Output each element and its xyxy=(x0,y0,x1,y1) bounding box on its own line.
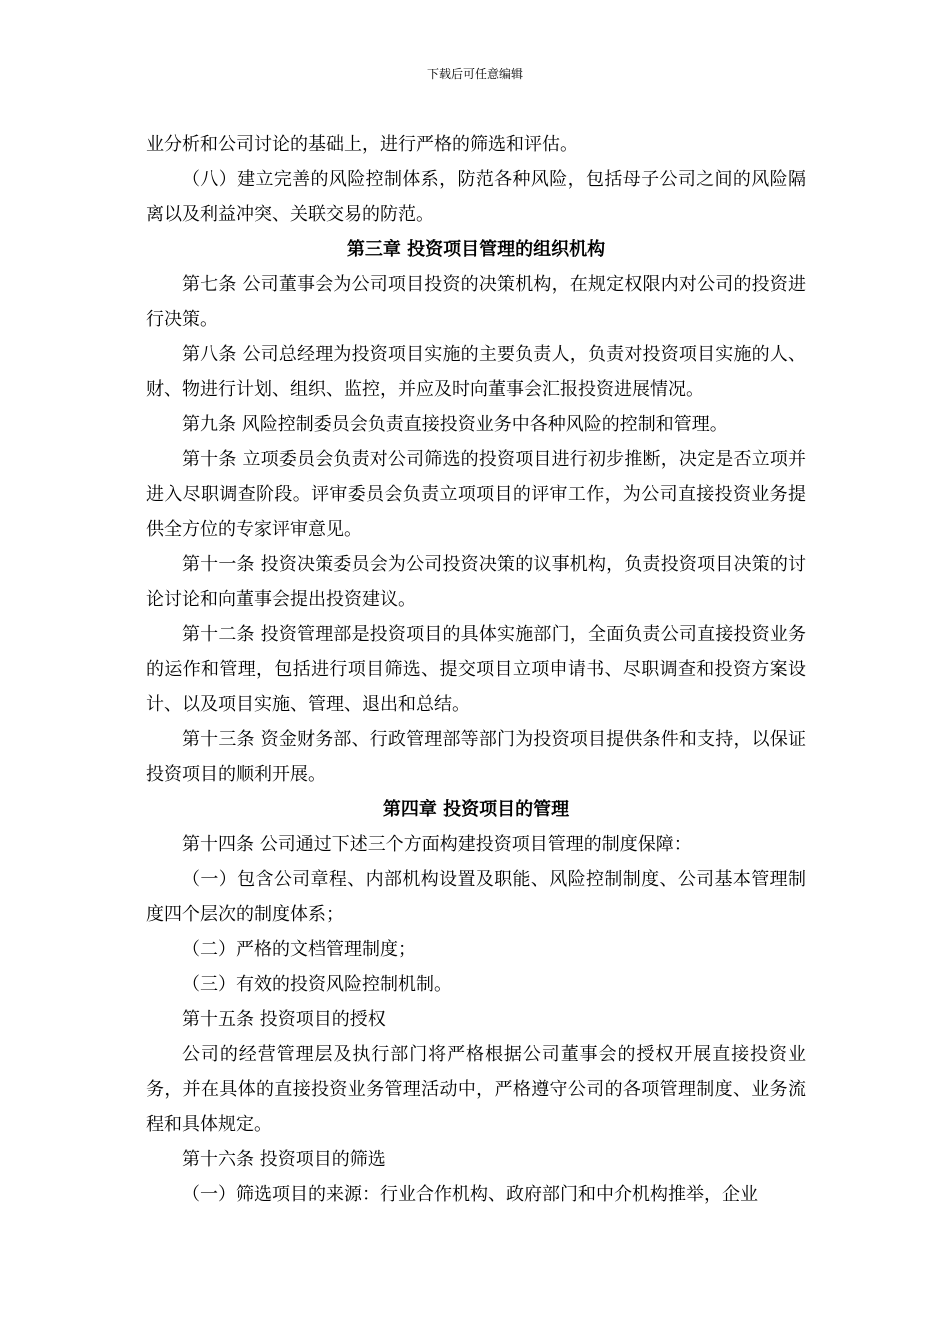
paragraph: 公司的经营管理层及执行部门将严格根据公司董事会的授权开展直接投资业务，并在具体的直接投资业务管理活动中，严格遵守公司的各项管理制度、业务流程和具体规定。 xyxy=(146,1044,806,1135)
article-12: 第十二条 投资管理部是投资项目的具体实施部门，全面负责公司直接投资业务的运作和管理，包括进行项目筛选、提交项目立项申请书、尽职调查和投资方案设计、以及项目实施、管理、退出和总结。 xyxy=(146,624,806,715)
article-11: 第十一条 投资决策委员会为公司投资决策的议事机构，负责投资项目决策的讨论讨论和向董事会提出投资建议。 xyxy=(146,554,806,610)
article-9: 第九条 风险控制委员会负责直接投资业务中各种风险的控制和管理。 xyxy=(182,414,728,435)
list-item: （一）筛选项目的来源：行业合作机构、政府部门和中介机构推举，企业 xyxy=(182,1184,758,1205)
article-14: 第十四条 公司通过下述三个方面构建投资项目管理的制度保障： xyxy=(182,834,692,855)
page-header: 下载后可任意编辑 xyxy=(426,67,523,81)
chapter-heading: 第三章 投资项目管理的组织机构 xyxy=(346,239,606,260)
article-15: 第十五条 投资项目的授权 xyxy=(182,1009,386,1030)
article-13: 第十三条 资金财务部、行政管理部等部门为投资项目提供条件和支持，以保证投资项目的顺利开展。 xyxy=(146,729,806,785)
paragraph: （八）建立完善的风险控制体系，防范各种风险，包括母子公司之间的风险隔离以及利益冲突、关联交易的防范。 xyxy=(146,169,806,225)
document-body xyxy=(146,127,806,1212)
list-item: （二）严格的文档管理制度； xyxy=(182,939,416,960)
article-10: 第十条 立项委员会负责对公司筛选的投资项目进行初步推断，决定是否立项并进入尽职调查阶段。评审委员会负责立项项目的评审工作，为公司直接投资业务提供全方位的专家评审意见。 xyxy=(146,449,806,540)
list-item: （一）包含公司章程、内部机构设置及职能、风险控制制度、公司基本管理制度四个层次的制度体系； xyxy=(146,869,806,925)
article-8: 第八条 公司总经理为投资项目实施的主要负责人，负责对投资项目实施的人、财、物进行计划、组织、监控，并应及时向董事会汇报投资进展情况。 xyxy=(146,344,806,400)
chapter-heading: 第四章 投资项目的管理 xyxy=(382,799,570,820)
list-item: （三）有效的投资风险控制机制。 xyxy=(182,974,452,995)
article-16: 第十六条 投资项目的筛选 xyxy=(182,1149,386,1170)
article-7: 第七条 公司董事会为公司项目投资的决策机构，在规定权限内对公司的投资进行决策。 xyxy=(146,274,806,330)
paragraph: 业分析和公司讨论的基础上，进行严格的筛选和评估。 xyxy=(146,134,578,155)
